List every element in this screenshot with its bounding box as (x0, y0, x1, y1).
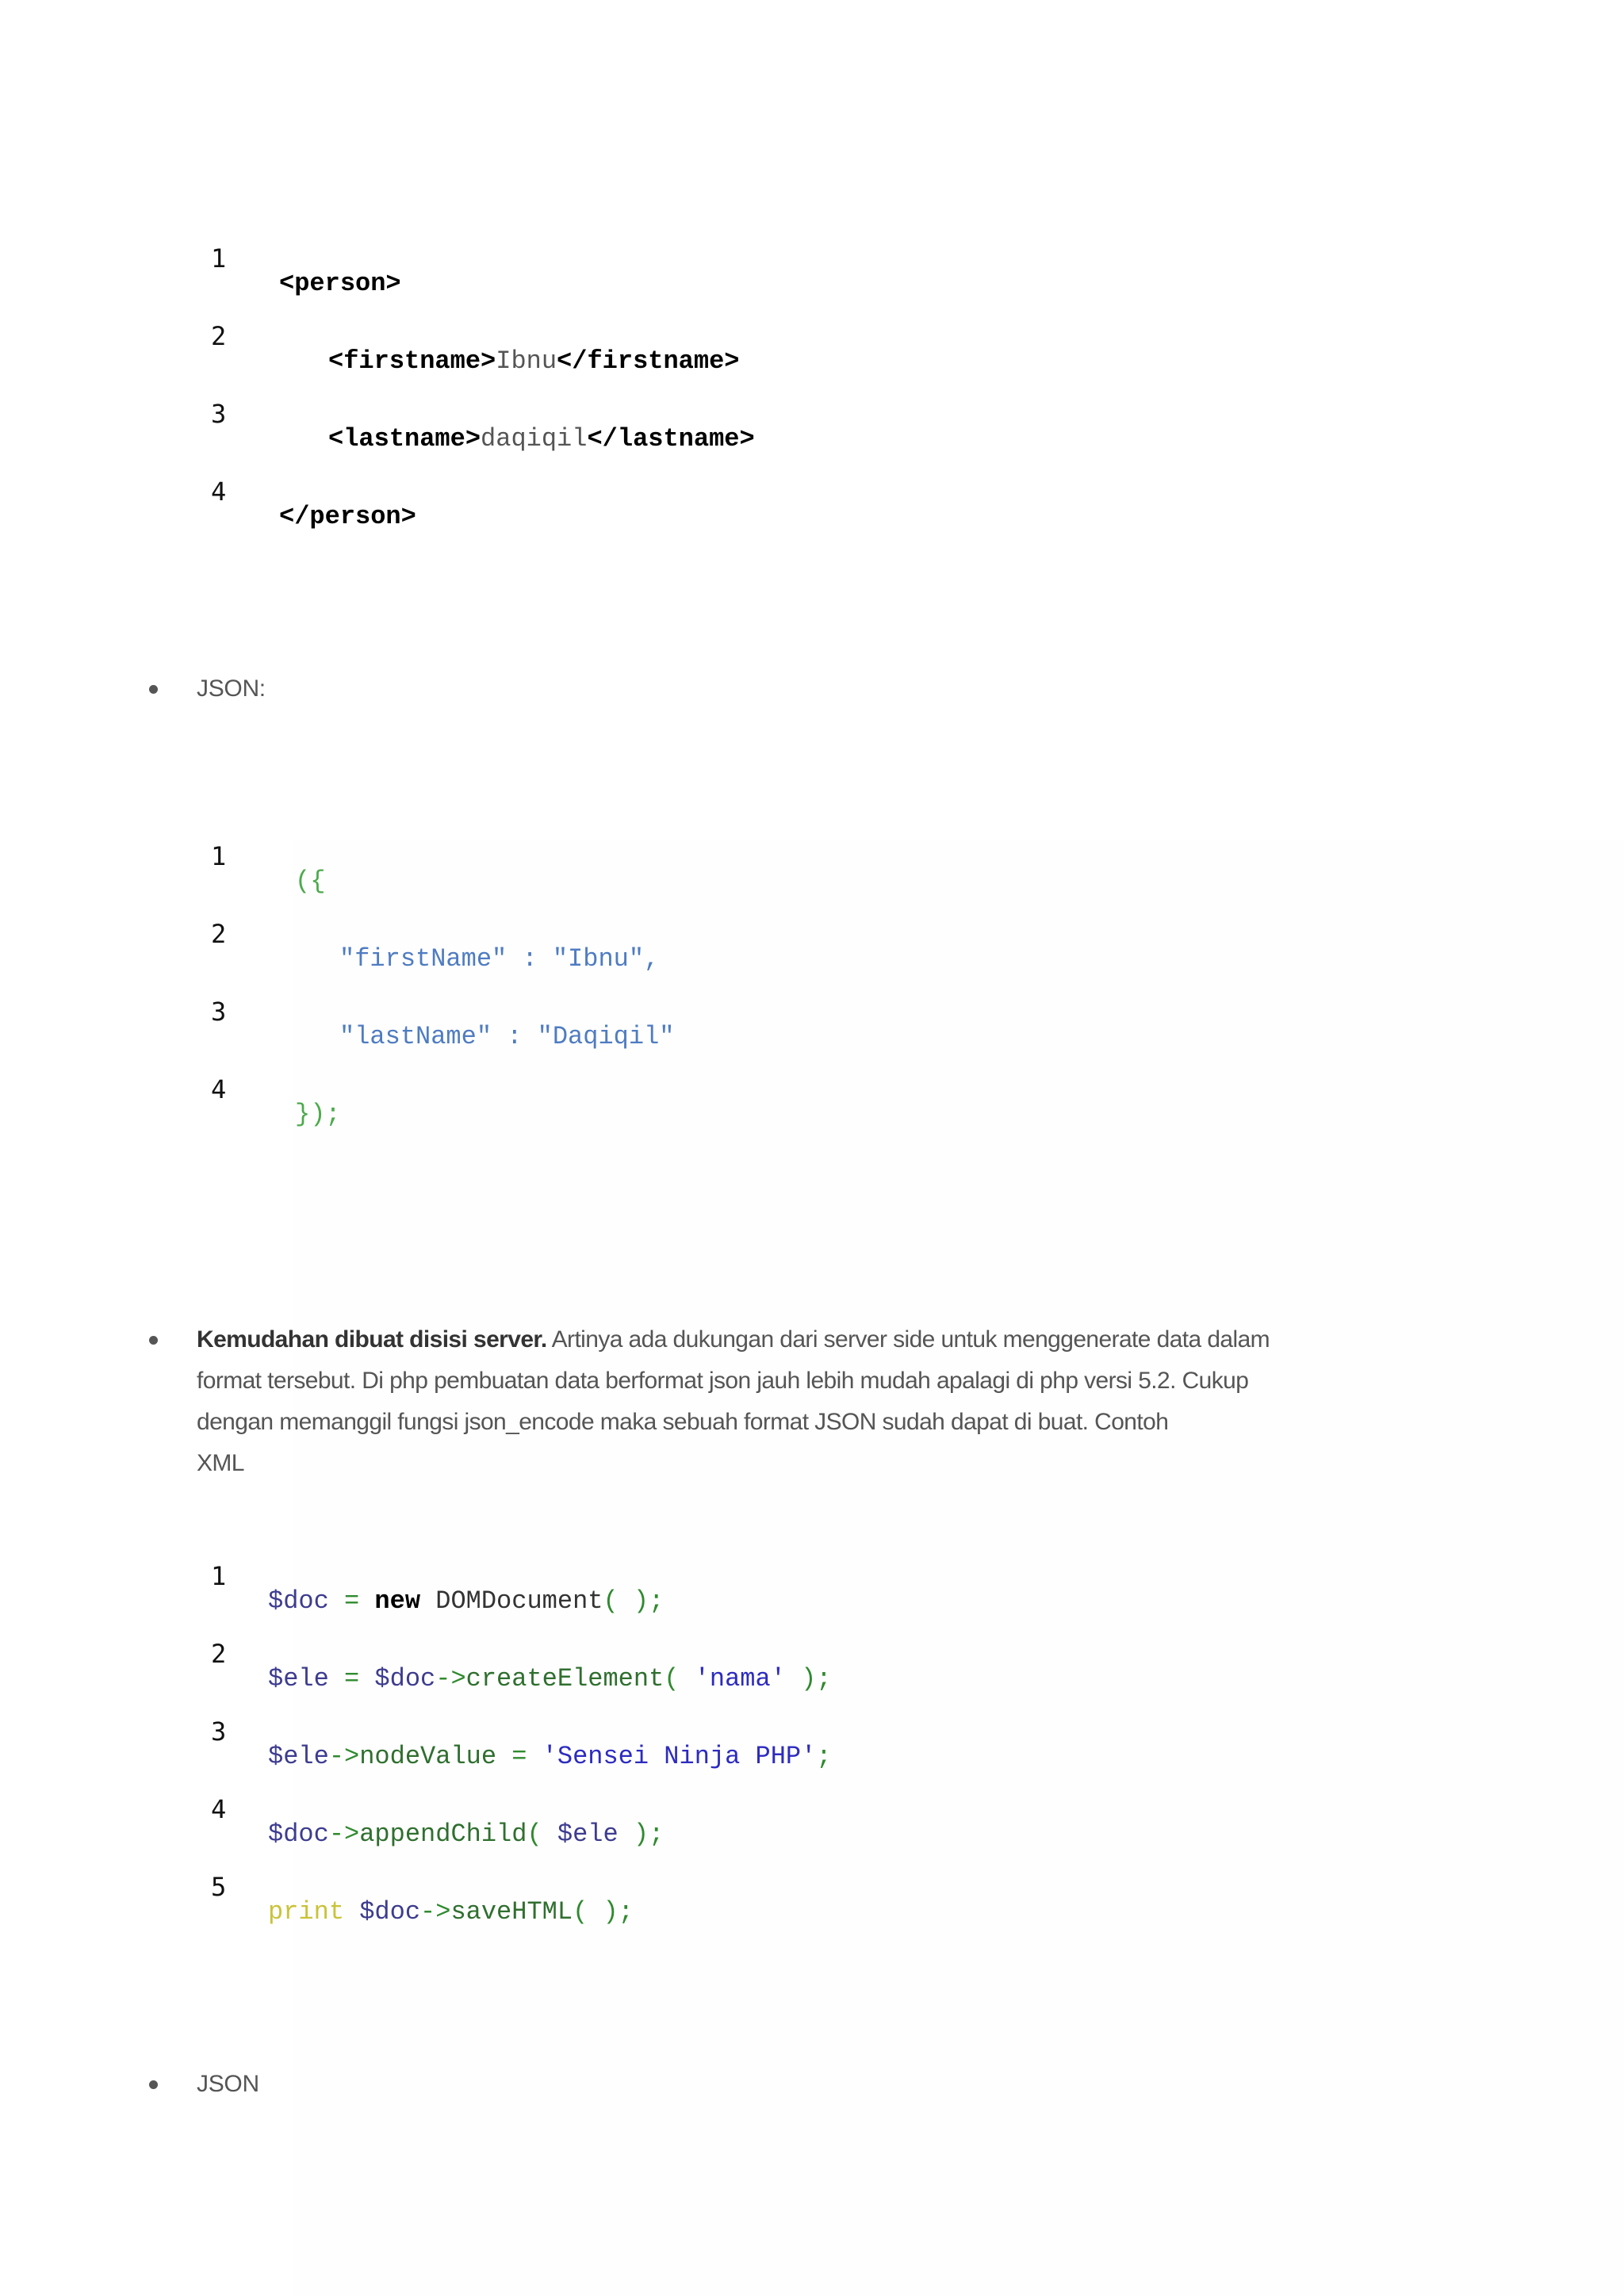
code-token-fn: saveHTML (450, 1897, 573, 1927)
paragraph-line-2: format tersebut. Di php pembuatan data berformat json jauh lebih mudah apalagi di php versi 5.2. Cukup (197, 1368, 1249, 1394)
code-text (268, 1896, 634, 1928)
code-token-plain: daqiqil (481, 424, 588, 453)
code-line (0, 1871, 1427, 1949)
code-token-str: 'Sensei Ninja PHP' (542, 1742, 817, 1771)
line-number: 2 (211, 919, 227, 949)
code-line (0, 840, 1427, 918)
paragraph-bold-lead: Kemudahan dibuat disisi server. (197, 1326, 547, 1353)
code-text (328, 346, 739, 377)
code-token-var: $ele (268, 1664, 329, 1693)
code-token-pun: ( (527, 1820, 557, 1849)
code-text (295, 866, 325, 897)
paragraph-line-4: XML (197, 1450, 244, 1476)
code-token-jstr: "firstName" : "Ibnu", (339, 944, 660, 974)
code-line (0, 476, 1427, 553)
code-text (339, 943, 659, 975)
code-token-pun: ; (816, 1742, 832, 1771)
code-token-prn: print (268, 1897, 345, 1927)
line-number: 1 (211, 841, 227, 871)
line-number: 3 (211, 997, 227, 1027)
code-text (268, 1663, 832, 1695)
code-token-pun: = (328, 1586, 375, 1616)
code-text (268, 1586, 664, 1617)
line-number: 2 (211, 321, 227, 351)
code-text (328, 423, 755, 455)
line-number: 1 (211, 1561, 227, 1591)
code-token-tag: <person> (279, 269, 401, 298)
code-text (279, 501, 416, 533)
code-token-cls: DOMDocument (420, 1586, 603, 1616)
code-token-var: $doc (359, 1897, 421, 1927)
code-line (0, 243, 1427, 320)
code-token-kw: new (374, 1586, 421, 1616)
code-token-pun: ( ); (603, 1586, 665, 1616)
server-paragraph (197, 1319, 1402, 1484)
code-token-tag: </lastname> (587, 424, 755, 453)
bullet-dot (149, 685, 158, 694)
code-token-var: $ele (268, 1742, 329, 1771)
paragraph-line-1: Artinya ada dukungan dari server side untuk menggenerate data dalam (546, 1326, 1270, 1353)
code-token-jpunc: }); (295, 1100, 341, 1129)
line-number: 1 (211, 243, 227, 274)
code-token-tag: </firstname> (557, 346, 740, 376)
line-number: 4 (211, 476, 227, 507)
code-token-var: $doc (268, 1820, 329, 1849)
code-line (0, 1560, 1427, 1638)
code-token-tag: <firstname> (328, 346, 496, 376)
code-token-jpunc: ({ (295, 867, 326, 896)
code-text (268, 1819, 664, 1850)
code-token-tag: <lastname> (328, 424, 481, 453)
bullet-json-label: JSON: (197, 675, 266, 702)
code-token-fn: appendChild (359, 1820, 527, 1849)
code-line (0, 1793, 1427, 1871)
code-text (279, 268, 401, 300)
code-text (295, 1099, 341, 1131)
code-token-pun: -> (435, 1664, 466, 1693)
code-token-fn: createElement (465, 1664, 665, 1693)
code-line (0, 320, 1427, 398)
line-number: 3 (211, 1716, 227, 1747)
bullet-dot (149, 1336, 158, 1345)
code-token-var: $doc (268, 1586, 329, 1616)
code-line (0, 1716, 1427, 1793)
paragraph-line-3: dengan memanggil fungsi json_encode maka sebuah format JSON sudah dapat di buat. Contoh (197, 1409, 1169, 1435)
code-token-pun: ( ); (573, 1897, 634, 1927)
code-text (268, 1741, 832, 1773)
code-line (0, 918, 1427, 996)
line-number: 4 (211, 1794, 227, 1824)
code-text (339, 1021, 674, 1053)
code-token-fn: nodeValue (359, 1742, 497, 1771)
line-number: 4 (211, 1074, 227, 1104)
code-token-pun (344, 1897, 359, 1927)
code-token-pun: ); (618, 1820, 665, 1849)
code-line (0, 398, 1427, 476)
code-token-pun: ); (785, 1664, 832, 1693)
paragraph-line (197, 1319, 1402, 1360)
code-token-pun: -> (420, 1897, 451, 1927)
code-token-var: $ele (557, 1820, 619, 1849)
code-token-pun: ( (664, 1664, 695, 1693)
bullet-json-label-2: JSON (197, 2071, 259, 2097)
code-token-pun: -> (328, 1820, 360, 1849)
code-token-var: $doc (374, 1664, 436, 1693)
line-number: 2 (211, 1639, 227, 1669)
code-line (0, 1073, 1427, 1151)
code-token-pun: = (328, 1664, 375, 1693)
code-token-str: 'nama' (694, 1664, 786, 1693)
line-number: 3 (211, 399, 227, 429)
bullet-dot (149, 2080, 158, 2089)
code-line (0, 1638, 1427, 1716)
code-line (0, 996, 1427, 1073)
code-token-tag: </person> (279, 502, 416, 531)
line-number: 5 (211, 1872, 227, 1902)
code-token-jstr: "lastName" : "Daqiqil" (339, 1022, 675, 1051)
code-token-pun: = (496, 1742, 542, 1771)
code-token-plain: Ibnu (496, 346, 557, 376)
code-token-pun: -> (328, 1742, 360, 1771)
